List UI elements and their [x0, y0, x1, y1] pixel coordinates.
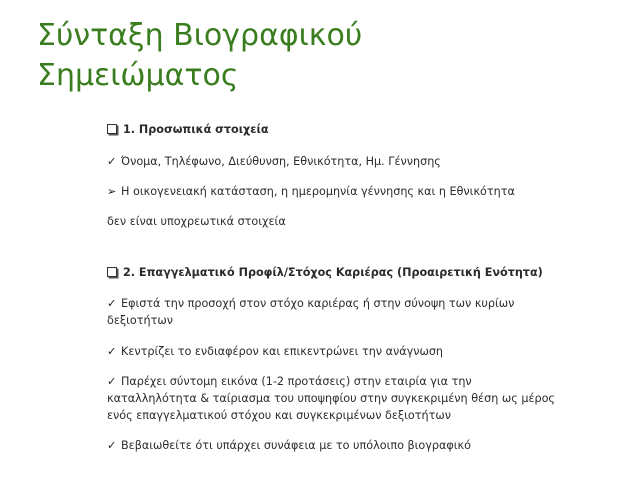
section-2-item-4-text: Βεβαιωθείτε ότι υπάρχει συνάφεια με το υπόλοιπο βιογραφικό [121, 439, 471, 452]
section-2-item-2-text: Κεντρίζει το ενδιαφέρον και επικεντρώνει την ανάγνωση [121, 345, 444, 358]
section-2-item-2 [107, 343, 557, 360]
section-2-item-4 [107, 437, 557, 454]
title-line-1: Σύνταξη Βιογραφικού [37, 18, 363, 53]
slide-title [37, 16, 597, 96]
section-1-item-2-text: Η οικογενειακή κατάσταση, η ημερομηνία γέννησης και η Εθνικότητα [121, 185, 515, 198]
checkmark-icon: ✓ [107, 345, 117, 358]
square-bullet-icon [107, 267, 117, 277]
section-1-item-1-text: Όνομα, Τηλέφωνο, Διεύθυνση, Εθνικότητα, Ημ. Γέννησης [121, 155, 441, 168]
section-1-heading: 1. Προσωπικά στοιχεία [123, 123, 269, 136]
section-2-heading-row [107, 264, 567, 281]
square-bullet-icon [107, 124, 117, 134]
checkmark-icon: ✓ [107, 297, 117, 310]
section-2-item-3 [107, 373, 557, 424]
section-2-item-1 [107, 295, 557, 329]
checkmark-icon: ✓ [107, 439, 117, 452]
checkmark-icon: ✓ [107, 375, 117, 388]
section-1-item-2-cont-text: δεν είναι υποχρεωτικά στοιχεία [107, 215, 286, 228]
section-2-heading: 2. Επαγγελματικό Προφίλ/Στόχος Καριέρας (Προαιρετική Ενότητα) [123, 266, 543, 279]
section-1-item-2 [107, 183, 557, 200]
checkmark-icon: ✓ [107, 155, 117, 168]
section-2-item-1-text: Εφιστά την προσοχή στον στόχο καριέρας ή στην σύνοψη των κυρίων δεξιοτήτων [107, 297, 515, 327]
title-line-2: Σημειώματος [37, 58, 239, 93]
section-1-item-1 [107, 153, 557, 170]
section-2-item-3-text: Παρέχει σύντομη εικόνα (1-2 προτάσεις) στην εταιρία για την καταλληλότητα & ταίριασμα του υποψηφίου στην συγκεκριμένη θέση ως μέρος ενός επαγγελματικού στόχου και συγκεκριμένων δεξιοτήτων [107, 375, 556, 422]
section-1-item-2-continued [107, 213, 557, 230]
section-1-heading-row [107, 121, 557, 138]
arrow-bullet-icon: ➢ [107, 185, 117, 198]
